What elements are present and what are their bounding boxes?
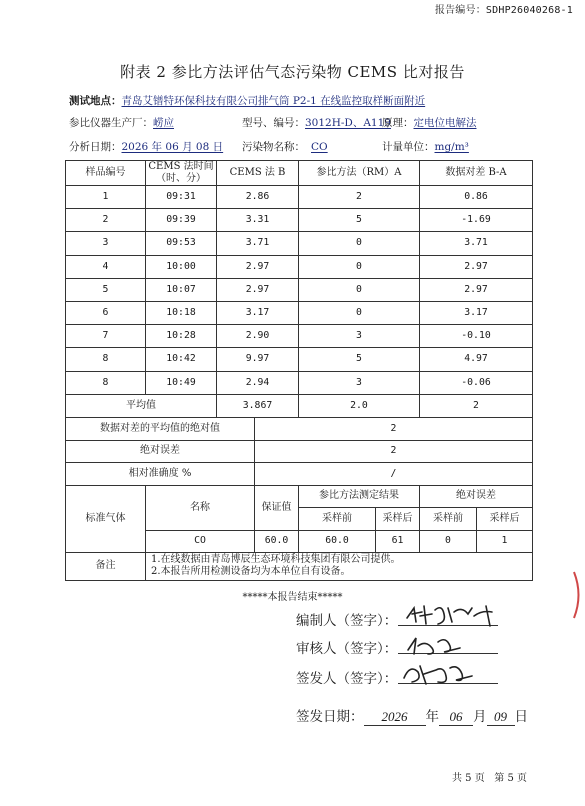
table-row	[66, 186, 533, 209]
std-gas-err-after: 1	[477, 530, 533, 552]
std-gas-ref-before: 60.0	[299, 530, 376, 552]
sample-no-cell: 5	[66, 278, 146, 301]
comparison-table	[65, 160, 533, 581]
editor-signature	[402, 600, 512, 630]
ref-a-cell: 3	[299, 371, 420, 394]
std-gas-header-row	[66, 485, 533, 507]
std-gas-name: CO	[146, 530, 255, 552]
diff-cell: -0.10	[420, 325, 533, 348]
seal-edge-mark	[572, 570, 585, 620]
table-row	[66, 301, 533, 324]
abs-error-row	[66, 440, 533, 462]
ref-a-cell: 5	[299, 209, 420, 232]
issue-day: 09	[487, 709, 515, 726]
cems-b-cell: 3.71	[217, 232, 299, 255]
sample-no-cell: 7	[66, 325, 146, 348]
unit-value: mg/m³	[434, 141, 469, 153]
remark-line-1: 1.在线数据由青岛博辰生态环境科技集团有限公司提供。	[151, 554, 401, 566]
table-row	[66, 371, 533, 394]
diff-cell: -1.69	[420, 209, 533, 232]
page-footer	[452, 769, 527, 784]
std-gas-err-before: 0	[420, 530, 477, 552]
abs-mean-row	[66, 417, 533, 440]
maker-line: 参比仪器生产厂：崂应	[69, 117, 174, 129]
page-number: 第 5 页	[494, 773, 527, 784]
cems-b-cell: 2.97	[217, 255, 299, 278]
maker-value: 崂应	[153, 117, 174, 129]
cems-b-cell: 3.17	[217, 301, 299, 324]
cems-b-cell: 2.90	[217, 325, 299, 348]
std-gas-ref-result-header: 参比方法测定结果	[299, 485, 420, 507]
average-label: 平均值	[66, 394, 217, 417]
sample-no-cell: 6	[66, 301, 146, 324]
cems-time-cell: 10:07	[146, 278, 217, 301]
remarks-content	[146, 552, 533, 580]
std-gas-err-before-header: 采样前	[420, 507, 477, 530]
issuer-signature	[400, 658, 480, 688]
abs-error-value: 2	[255, 440, 533, 462]
cems-time-cell: 10:18	[146, 301, 217, 324]
total-pages: 共 5 页	[451, 773, 485, 784]
cems-b-cell: 3.31	[217, 209, 299, 232]
average-b: 3.867	[217, 394, 299, 417]
sample-no-cell: 2	[66, 209, 146, 232]
std-gas-name-header: 名称	[146, 485, 255, 530]
remark-line-2: 2.本报告所用检测设备均为本单位自有设备。	[151, 566, 351, 578]
editor-signature-label: 编制人（签字）：	[296, 613, 398, 628]
cems-time-cell: 10:49	[146, 371, 217, 394]
abs-error-label: 绝对误差	[66, 440, 255, 462]
diff-cell: 2.97	[420, 255, 533, 278]
cems-b-cell: 2.97	[217, 278, 299, 301]
ref-a-cell: 0	[299, 232, 420, 255]
diff-cell: 0.86	[420, 186, 533, 209]
model-line: 型号、编号：3012H-D、A119	[242, 117, 391, 129]
sample-no-cell: 4	[66, 255, 146, 278]
header-ref-a: 参比方法（RM）A	[299, 161, 420, 186]
remarks-row	[66, 552, 533, 580]
unit-line: 计量单位：mg/m³	[382, 141, 469, 153]
header-sample-no: 样品编号	[66, 161, 146, 186]
cems-b-cell: 2.94	[217, 371, 299, 394]
analysis-date-value: 2026 年 06 月 08 日	[121, 141, 224, 153]
average-row	[66, 394, 533, 417]
sample-no-cell: 8	[66, 348, 146, 371]
ref-a-cell: 0	[299, 278, 420, 301]
issue-month: 06	[439, 709, 473, 726]
header-diff: 数据对差 B-A	[420, 161, 533, 186]
table-row	[66, 255, 533, 278]
table-row	[66, 232, 533, 255]
average-diff: 2	[420, 394, 533, 417]
table-row	[66, 209, 533, 232]
header-cems-time: CEMS 法时间（时、分）	[146, 161, 217, 186]
header-cems-b: CEMS 法 B	[217, 161, 299, 186]
std-gas-abs-error-header: 绝对误差	[420, 485, 533, 507]
remarks-label: 备注	[66, 552, 146, 580]
principle-line: 原理：定电位电解法	[382, 117, 477, 129]
ref-a-cell: 0	[299, 255, 420, 278]
relative-accuracy-label: 相对准确度 %	[66, 462, 255, 485]
std-gas-ref-after-header: 采样后	[376, 507, 420, 530]
ref-a-cell: 2	[299, 186, 420, 209]
std-gas-guarantee: 60.0	[255, 530, 299, 552]
relative-accuracy-row	[66, 462, 533, 485]
relative-accuracy-value: /	[255, 462, 533, 485]
issuer-signature-label: 签发人（签字）：	[296, 671, 398, 686]
ref-a-cell: 5	[299, 348, 420, 371]
diff-cell: 4.97	[420, 348, 533, 371]
table-row	[66, 348, 533, 371]
cems-time-cell: 10:28	[146, 325, 217, 348]
test-site-line: 测试地点：青岛艾镨特环保科技有限公司排气筒 P2-1 在线监控取样断面附近	[69, 95, 426, 107]
cems-b-cell: 9.97	[217, 348, 299, 371]
issue-year: 2026	[364, 709, 426, 726]
abs-mean-value: 2	[255, 417, 533, 440]
average-a: 2.0	[299, 394, 420, 417]
pollutant-line: 污染物名称： CO	[242, 139, 334, 154]
issue-date-line: 签发日期： 2026 年 06 月 09 日	[296, 709, 528, 724]
table-header-row	[66, 161, 533, 186]
std-gas-ref-before-header: 采样前	[299, 507, 376, 530]
report-title: 附表 2 参比方法评估气态污染物 CEMS 比对报告	[120, 63, 465, 81]
cems-time-cell: 10:00	[146, 255, 217, 278]
cems-time-cell: 09:31	[146, 186, 217, 209]
diff-cell: -0.06	[420, 371, 533, 394]
reviewer-signature	[402, 632, 472, 658]
std-gas-err-after-header: 采样后	[477, 507, 533, 530]
ref-a-cell: 3	[299, 325, 420, 348]
cems-time-cell: 09:53	[146, 232, 217, 255]
test-site-value: 青岛艾镨特环保科技有限公司排气筒 P2-1 在线监控取样断面附近	[121, 95, 426, 107]
principle-value: 定电位电解法	[413, 117, 477, 129]
diff-cell: 3.17	[420, 301, 533, 324]
std-gas-guarantee-header: 保证值	[255, 485, 299, 530]
diff-cell: 2.97	[420, 278, 533, 301]
sample-no-cell: 1	[66, 186, 146, 209]
table-row	[66, 278, 533, 301]
cems-time-cell: 10:42	[146, 348, 217, 371]
report-number: 报告编号：SDHP26040268-1	[434, 5, 573, 16]
cems-time-cell: 09:39	[146, 209, 217, 232]
abs-mean-label: 数据对差的平均值的绝对值	[66, 417, 255, 440]
sample-no-cell: 3	[66, 232, 146, 255]
cems-b-cell: 2.86	[217, 186, 299, 209]
std-gas-label: 标准气体	[66, 485, 146, 552]
model-value: 3012H-D、A119	[305, 117, 391, 129]
table-row	[66, 325, 533, 348]
diff-cell: 3.71	[420, 232, 533, 255]
sample-no-cell: 8	[66, 371, 146, 394]
date-line: 分析日期：2026 年 06 月 08 日	[69, 141, 224, 153]
std-gas-ref-after: 61	[376, 530, 420, 552]
pollutant-value: CO	[311, 141, 328, 153]
reviewer-signature-label: 审核人（签字）：	[296, 641, 398, 656]
report-end-marker: *****本报告结束*****	[242, 592, 343, 603]
ref-a-cell: 0	[299, 301, 420, 324]
